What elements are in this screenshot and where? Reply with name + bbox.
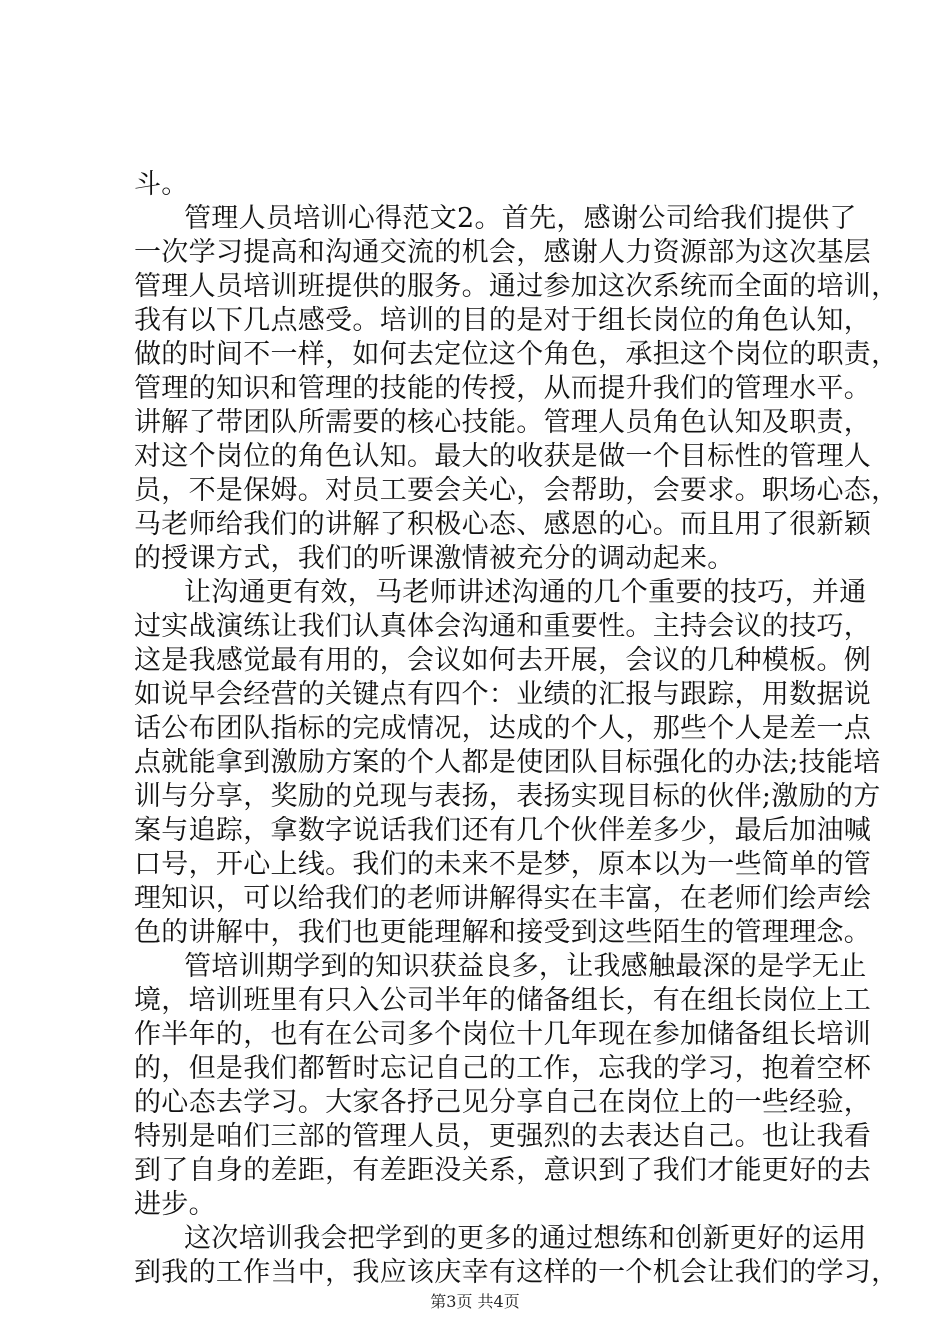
- text-line: 训与分享，奖励的兑现与表扬，表扬实现目标的伙伴;激励的方: [134, 781, 881, 812]
- page-footer: [0, 1292, 950, 1312]
- text-line: 到我的工作当中，我应该庆幸有这样的一个机会让我们的学习，: [134, 1257, 899, 1288]
- text-line: 讲解了带团队所需要的核心技能。管理人员角色认知及职责，: [134, 407, 872, 438]
- text-line: 的心态去学习。大家各抒己见分享自己在岗位上的一些经验，: [134, 1087, 872, 1118]
- text-line: 理知识，可以给我们的老师讲解得实在丰富，在老师们绘声绘: [134, 883, 872, 914]
- text-line: 对这个岗位的角色认知。最大的收获是做一个目标性的管理人: [134, 441, 872, 472]
- text-line: 色的讲解中，我们也更能理解和接受到这些陌生的管理理念。: [134, 917, 872, 948]
- text-line: 管理人员培训心得范文2。首先，感谢公司给我们提供了: [184, 203, 857, 234]
- text-line: 点就能拿到激励方案的个人都是使团队目标强化的办法;技能培: [134, 747, 881, 778]
- paragraph: [134, 202, 899, 576]
- text-line: 境，培训班里有只入公司半年的储备组长，有在组长岗位上工: [134, 985, 872, 1016]
- text-line: 到了自身的差距，有差距没关系，意识到了我们才能更好的去: [134, 1155, 872, 1186]
- text-line: 话公布团队指标的完成情况，达成的个人，那些个人是差一点: [134, 713, 872, 744]
- text-line: 做的时间不一样，如何去定位这个角色，承担这个岗位的职责，: [134, 339, 899, 370]
- text-line: 这次培训我会把学到的更多的通过想练和创新更好的运用: [184, 1223, 867, 1254]
- paragraph: [134, 576, 881, 950]
- text-line: 我有以下几点感受。培训的目的是对于组长岗位的角色认知，: [134, 305, 872, 336]
- text-line: 作半年的，也有在公司多个岗位十几年现在参加储备组长培训: [134, 1019, 872, 1050]
- text-line: 口号，开心上线。我们的未来不是梦，原本以为一些简单的管: [134, 849, 872, 880]
- text-line: 的授课方式，我们的听课激情被充分的调动起来。: [134, 543, 735, 574]
- text-line: 案与追踪，拿数字说话我们还有几个伙伴差多少，最后加油喊: [134, 815, 872, 846]
- text-line: 一次学习提高和沟通交流的机会，感谢人力资源部为这次基层: [134, 237, 872, 268]
- text-line: 过实战演练让我们认真体会沟通和重要性。主持会议的技巧，: [134, 611, 872, 642]
- paragraph: [134, 1222, 899, 1290]
- text-line: 管理人员培训班提供的服务。通过参加这次系统而全面的培训，: [134, 271, 899, 302]
- text-line: 斗。: [134, 169, 189, 200]
- text-line: 特别是咱们三部的管理人员，更强烈的去表达自己。也让我看: [134, 1121, 872, 1152]
- paragraph: [134, 168, 834, 202]
- text-line: 马老师给我们的讲解了积极心态、感恩的心。而且用了很新颖: [134, 509, 872, 540]
- text-line: 这是我感觉最有用的，会议如何去开展，会议的几种模板。例: [134, 645, 872, 676]
- text-line: 如说早会经营的关键点有四个：业绩的汇报与跟踪，用数据说: [134, 679, 872, 710]
- text-line: 员，不是保姆。对员工要会关心，会帮助，会要求。职场心态，: [134, 475, 899, 506]
- document-body: [134, 168, 899, 1290]
- paragraph: [134, 950, 872, 1222]
- text-line: 进步。: [134, 1189, 216, 1220]
- text-line: 管理的知识和管理的技能的传授，从而提升我们的管理水平。: [134, 373, 872, 404]
- text-line: 让沟通更有效，马老师讲述沟通的几个重要的技巧，并通: [184, 577, 867, 608]
- text-line: 的，但是我们都暂时忘记自己的工作，忘我的学习，抱着空杯: [134, 1053, 872, 1084]
- text-line: 管培训期学到的知识获益良多，让我感触最深的是学无止: [184, 951, 867, 982]
- page-number: 第3页 共4页: [430, 1292, 520, 1311]
